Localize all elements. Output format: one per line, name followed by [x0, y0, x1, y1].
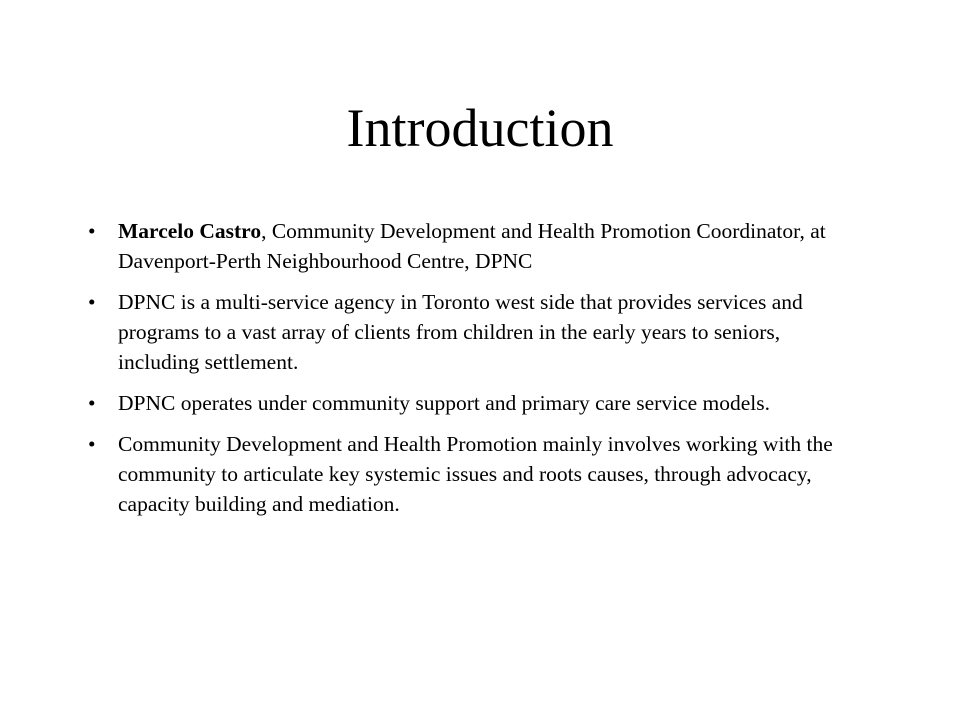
bullet-item — [88, 216, 848, 276]
bullet-dot-icon: • — [88, 219, 96, 243]
bullet-text: , Community Development and Health Promotion Coordinator, at Davenport-Perth Neighbourhood Centre, DPNC — [118, 219, 826, 273]
bullet-text: Community Development and Health Promotion mainly involves working with the community to articulate key systemic issues and roots causes, through advocacy, capacity building and mediation. — [118, 432, 833, 516]
bullet-dot-icon: • — [88, 290, 96, 314]
bullet-item — [88, 388, 848, 418]
slide-title: Introduction — [346, 98, 614, 158]
bullet-list — [88, 216, 848, 530]
bullet-item — [88, 287, 848, 377]
bullet-item — [88, 429, 848, 519]
bullet-text: DPNC is a multi-service agency in Toronto west side that provides services and programs to a vast array of clients from children in the early years to seniors, including settlement. — [118, 290, 803, 374]
bullet-dot-icon: • — [88, 391, 96, 415]
bullet-text: DPNC operates under community support and primary care service models. — [118, 391, 770, 415]
bullet-dot-icon: • — [88, 432, 96, 456]
bullet-bold-text: Marcelo Castro — [118, 219, 262, 243]
